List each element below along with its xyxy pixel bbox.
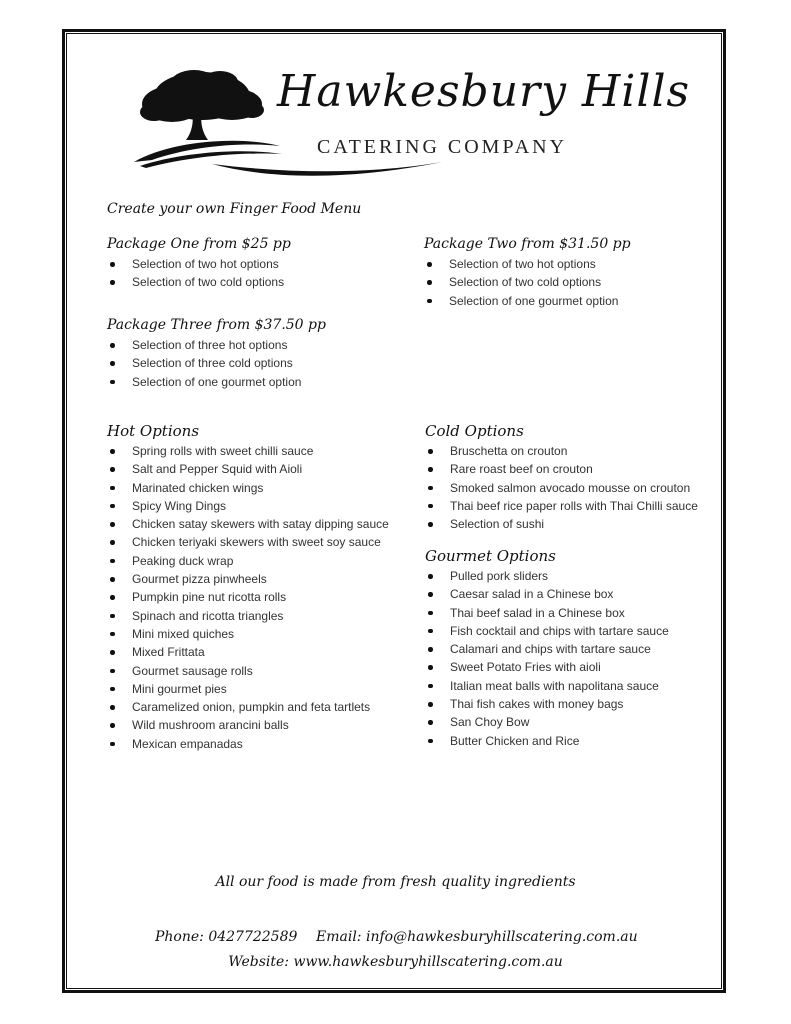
email-address[interactable]: Email: info@hawkesburyhillscatering.com.au <box>316 929 638 945</box>
list-item: San Choy Bow <box>425 713 669 731</box>
list-item: Gourmet pizza pinwheels <box>107 570 389 588</box>
list-item: Calamari and chips with tartare sauce <box>425 640 669 658</box>
list-item: Fish cocktail and chips with tartare sauce <box>425 622 669 640</box>
list-item: Selection of sushi <box>425 515 698 533</box>
phone-number[interactable]: Phone: 0427722589 <box>155 929 298 945</box>
company-logo <box>132 66 691 176</box>
list-item: Thai beef rice paper rolls with Thai Chilli sauce <box>425 497 698 515</box>
list-item: Italian meat balls with napolitana sauce <box>425 677 669 695</box>
cold-options-title: Cold Options <box>425 422 524 440</box>
list-item: Chicken teriyaki skewers with sweet soy sauce <box>107 533 389 551</box>
package-three-list <box>107 336 301 391</box>
list-item: Selection of two cold options <box>424 273 618 291</box>
list-item: Selection of three hot options <box>107 336 301 354</box>
list-item: Selection of three cold options <box>107 354 301 372</box>
gourmet-options-title: Gourmet Options <box>425 547 556 565</box>
list-item: Mexican empanadas <box>107 735 389 753</box>
list-item: Wild mushroom arancini balls <box>107 716 389 734</box>
hot-options-list <box>107 442 389 753</box>
list-item: Caramelized onion, pumpkin and feta tartlets <box>107 698 389 716</box>
list-item: Caesar salad in a Chinese box <box>425 585 669 603</box>
list-item: Butter Chicken and Rice <box>425 732 669 750</box>
list-item: Chicken satay skewers with satay dipping sauce <box>107 515 389 533</box>
list-item: Thai fish cakes with money bags <box>425 695 669 713</box>
list-item: Mixed Frittata <box>107 643 389 661</box>
list-item: Pumpkin pine nut ricotta rolls <box>107 588 389 606</box>
list-item: Spicy Wing Dings <box>107 497 389 515</box>
list-item: Peaking duck wrap <box>107 552 389 570</box>
hot-options-title: Hot Options <box>107 422 200 440</box>
package-two-list <box>424 255 618 310</box>
list-item: Selection of one gourmet option <box>424 292 618 310</box>
list-item: Selection of two cold options <box>107 273 284 291</box>
package-three-title: Package Three from $37.50 pp <box>107 317 326 333</box>
list-item: Rare roast beef on crouton <box>425 460 698 478</box>
list-item: Bruschetta on crouton <box>425 442 698 460</box>
list-item: Selection of two hot options <box>424 255 618 273</box>
list-item: Spring rolls with sweet chilli sauce <box>107 442 389 460</box>
list-item: Mini gourmet pies <box>107 680 389 698</box>
list-item: Pulled pork sliders <box>425 567 669 585</box>
cold-options-list <box>425 442 698 533</box>
package-one-list <box>107 255 284 292</box>
list-item: Salt and Pepper Squid with Aioli <box>107 460 389 478</box>
list-item: Mini mixed quiches <box>107 625 389 643</box>
package-two-title: Package Two from $31.50 pp <box>424 236 631 252</box>
list-item: Thai beef salad in a Chinese box <box>425 604 669 622</box>
list-item: Sweet Potato Fries with aioli <box>425 658 669 676</box>
logo-title: Hawkesbury Hills <box>277 66 691 117</box>
package-one-title: Package One from $25 pp <box>107 236 291 252</box>
menu-intro-heading: Create your own Finger Food Menu <box>107 201 362 217</box>
list-item: Marinated chicken wings <box>107 479 389 497</box>
website-address[interactable]: Website: www.hawkesburyhillscatering.com.au <box>228 954 563 970</box>
footer-tagline: All our food is made from fresh quality ingredients <box>215 874 576 890</box>
list-item: Selection of one gourmet option <box>107 373 301 391</box>
list-item: Smoked salmon avocado mousse on crouton <box>425 479 698 497</box>
logo-subtitle: CATERING COMPANY <box>317 136 568 158</box>
list-item: Selection of two hot options <box>107 255 284 273</box>
gourmet-options-list <box>425 567 669 750</box>
list-item: Gourmet sausage rolls <box>107 662 389 680</box>
list-item: Spinach and ricotta triangles <box>107 607 389 625</box>
